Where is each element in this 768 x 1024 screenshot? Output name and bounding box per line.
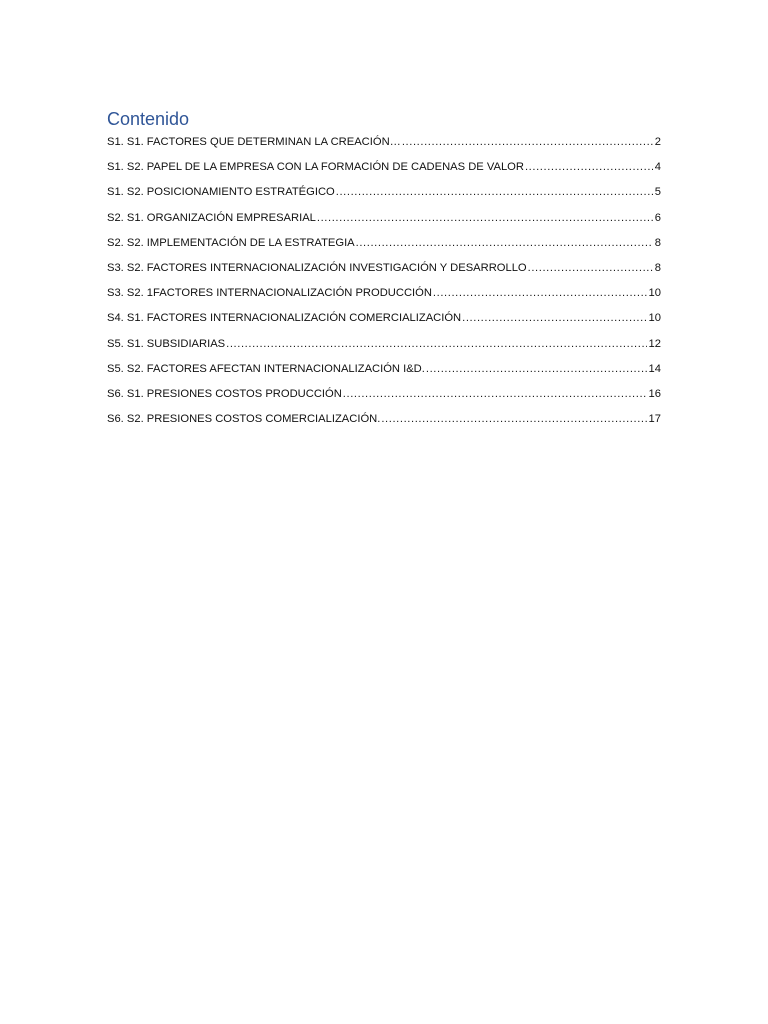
toc-dot-leader (426, 359, 647, 379)
toc-entry-text: S6. S1. PRESIONES COSTOS PRODUCCIÓN (107, 387, 342, 400)
toc-entry-text: S5. S2. FACTORES AFECTAN INTERNACIONALIZACIÓN I&D. (107, 362, 425, 375)
toc-entry[interactable] (107, 233, 661, 258)
toc-entry-text: S1. S2. POSICIONAMIENTO ESTRATÉGICO (107, 186, 335, 199)
toc-entry-text: S1. S2. PAPEL DE LA EMPRESA CON LA FORMACIÓN DE CADENAS DE VALOR (107, 161, 524, 174)
toc-dot-leader (433, 283, 647, 303)
toc-dot-leader (343, 384, 647, 404)
toc-dot-leader (462, 308, 646, 328)
toc-entry[interactable] (107, 409, 661, 434)
toc-entry-text: S6. S2. PRESIONES COSTOS COMERCIALIZACIÓN. (107, 413, 381, 426)
toc-dot-leader (402, 132, 653, 152)
toc-entry-text: S5. S1. SUBSIDIARIAS (107, 337, 226, 350)
toc-dot-leader (528, 258, 653, 278)
toc-entry-page: 5 (654, 186, 661, 199)
toc-entry[interactable] (107, 283, 661, 308)
toc-entry-text: S2. S1. ORGANIZACIÓN EMPRESARIAL (107, 211, 316, 224)
toc-title: Contenido (107, 109, 190, 129)
toc-entry-page: 2 (654, 136, 661, 148)
toc-entry[interactable] (107, 132, 661, 157)
toc-dot-leader (226, 334, 646, 354)
toc-entry[interactable] (107, 182, 661, 207)
toc-entry[interactable] (107, 208, 661, 233)
toc-entry-text: S4. S1. FACTORES INTERNACIONALIZACIÓN COMERCIALIZACIÓN (107, 312, 462, 325)
toc-entry-text: S2. S2. IMPLEMENTACIÓN DE LA ESTRATEGIA (107, 236, 355, 249)
toc-list (107, 132, 661, 434)
toc-dot-leader (317, 208, 653, 228)
toc-entry-page: 16 (648, 387, 661, 400)
toc-entry[interactable] (107, 334, 661, 359)
toc-entry[interactable] (107, 359, 661, 384)
toc-entry-text: S1. S1. FACTORES QUE DETERMINAN LA CREACIÓN… (107, 136, 401, 148)
toc-entry-page: 17 (648, 413, 661, 426)
toc-entry-page: 8 (654, 261, 661, 274)
toc-entry-text: S3. S2. 1FACTORES INTERNACIONALIZACIÓN PRODUCCIÓN (107, 287, 432, 300)
toc-entry[interactable] (107, 308, 661, 333)
toc-dot-leader (356, 233, 653, 253)
toc-entry[interactable] (107, 384, 661, 409)
toc-entry-page: 8 (654, 236, 661, 249)
toc-entry[interactable] (107, 258, 661, 283)
toc-dot-leader (381, 409, 646, 429)
toc-entry-page: 10 (648, 312, 661, 325)
toc-entry[interactable] (107, 157, 661, 182)
toc-entry-text: S3. S2. FACTORES INTERNACIONALIZACIÓN INVESTIGACIÓN Y DESARROLLO (107, 261, 527, 274)
toc-dot-leader (525, 157, 653, 177)
toc-entry-page: 12 (648, 337, 661, 350)
toc-dot-leader (336, 182, 653, 202)
toc-entry-page: 10 (648, 287, 661, 300)
toc-entry-page: 6 (654, 211, 661, 224)
table-of-contents (107, 107, 661, 434)
toc-entry-page: 14 (648, 362, 661, 375)
toc-entry-page: 4 (654, 161, 661, 174)
